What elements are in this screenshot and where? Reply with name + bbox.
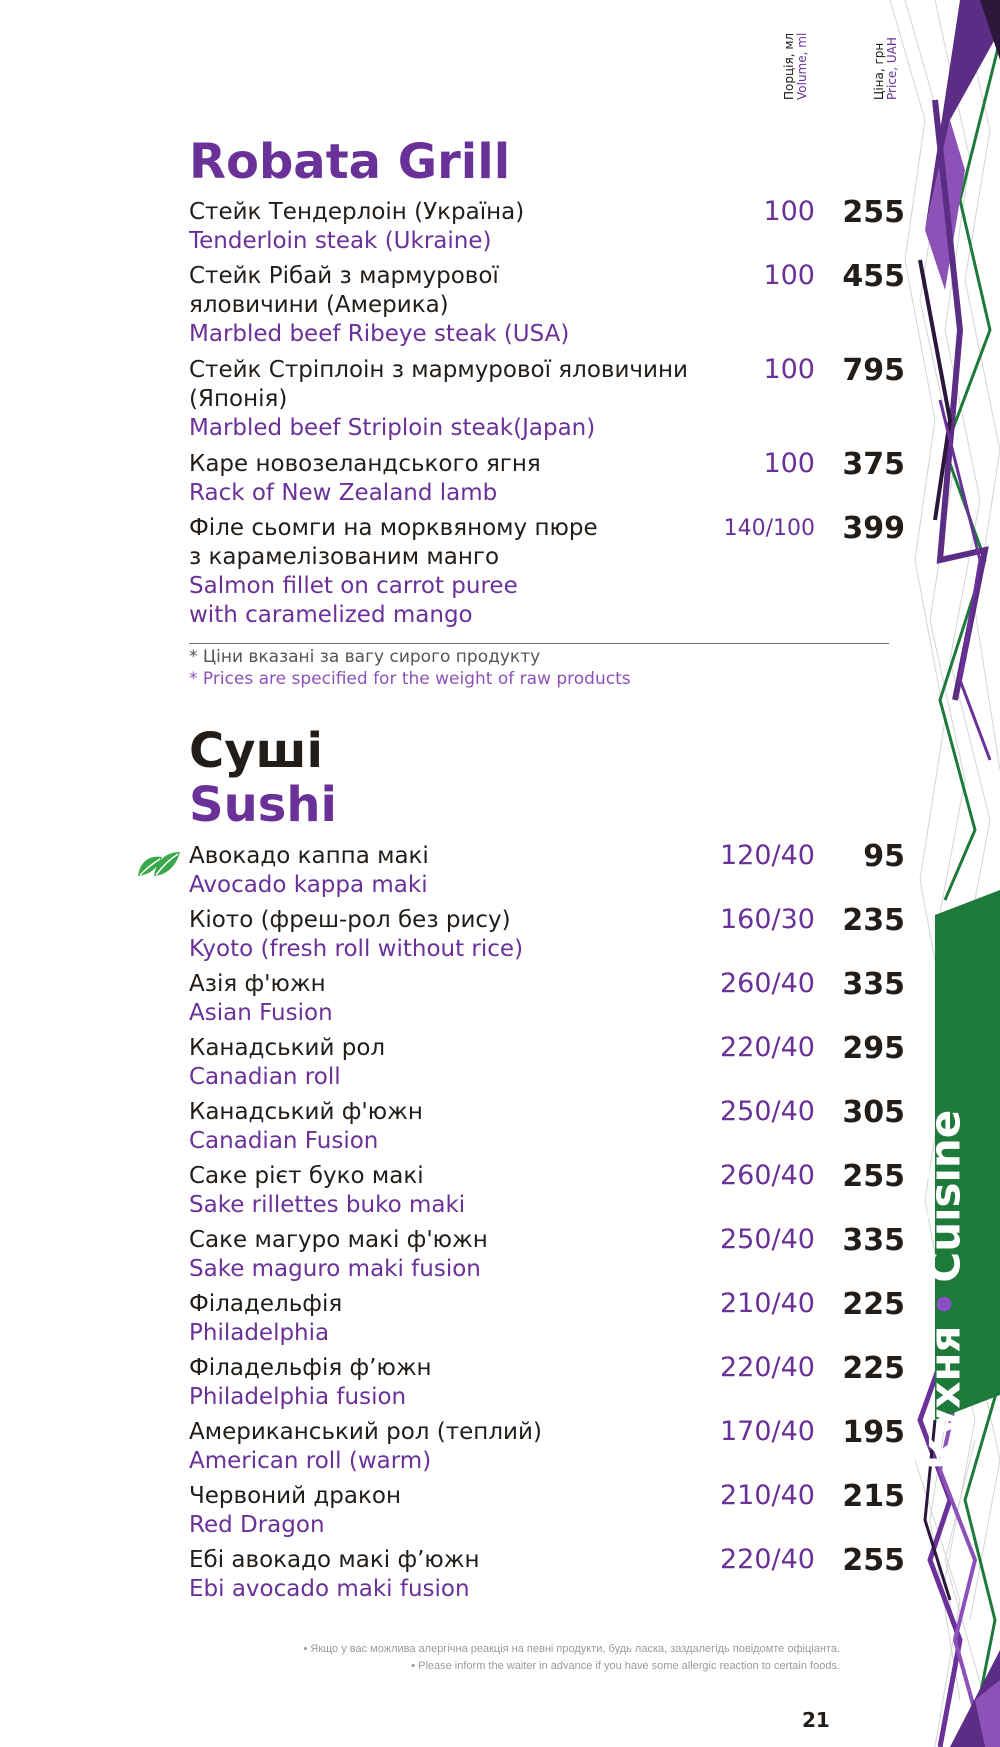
item-price: 225 xyxy=(842,1287,905,1322)
item-price: 195 xyxy=(842,1415,905,1450)
item-name-en: Philadelphia xyxy=(189,1320,330,1346)
divider xyxy=(189,643,889,644)
page-number: 21 xyxy=(802,1708,830,1732)
volume-header-uk: Порція, мл xyxy=(782,32,796,100)
item-price: 255 xyxy=(842,1543,905,1578)
item-volume: 100 xyxy=(763,448,815,479)
side-tab-label-en: Cuisine xyxy=(920,1109,970,1283)
item-name-uk: (Японія) xyxy=(189,386,288,412)
item-name-uk: Канадський рол xyxy=(189,1035,386,1061)
item-volume: 140/100 xyxy=(723,516,815,541)
item-volume: 250/40 xyxy=(720,1224,815,1255)
item-volume: 260/40 xyxy=(720,968,815,999)
dot-separator: • xyxy=(920,1290,970,1318)
item-name-uk: Філе сьомги на морквяному пюре xyxy=(189,515,598,541)
item-name-en: Red Dragon xyxy=(189,1512,325,1538)
item-name-uk: Ебі авокадо макі ф’южн xyxy=(189,1547,480,1573)
item-name-uk: Стейк Стріплоін з мармурової яловичини xyxy=(189,357,688,383)
item-volume: 100 xyxy=(763,260,815,291)
item-name-uk: Червоний дракон xyxy=(189,1483,401,1509)
item-name-uk: Саке магуро макі ф'южн xyxy=(189,1227,488,1253)
item-name-en: Kyoto (fresh roll without rice) xyxy=(189,936,524,962)
price-note-uk: * Ціни вказані за вагу сирого продукту xyxy=(189,647,541,667)
item-name-en: Avocado kappa maki xyxy=(189,872,428,898)
item-name-en: Salmon fillet on carrot puree xyxy=(189,573,518,599)
robata-grill-title: Robata Grill xyxy=(189,134,511,190)
item-name-uk: Азія ф'южн xyxy=(189,971,326,997)
item-volume: 210/40 xyxy=(720,1480,815,1511)
item-price: 455 xyxy=(842,259,905,294)
item-name-uk: Філадельфія ф’южн xyxy=(189,1355,432,1381)
item-price: 95 xyxy=(863,839,905,874)
item-name-en: Canadian roll xyxy=(189,1064,341,1090)
side-tab-label xyxy=(921,1110,970,1471)
price-header-uk: Ціна, грн xyxy=(872,42,886,100)
item-price: 225 xyxy=(842,1351,905,1386)
item-volume: 120/40 xyxy=(720,840,815,871)
item-price: 235 xyxy=(842,903,905,938)
item-name-en: Ebi avocado maki fusion xyxy=(189,1576,470,1602)
item-name-uk: Стейк Тендерлоін (Україна) xyxy=(189,199,525,225)
item-volume: 170/40 xyxy=(720,1416,815,1447)
item-name-uk: Американський рол (теплий) xyxy=(189,1419,542,1445)
item-price: 335 xyxy=(842,1223,905,1258)
item-name-uk: з карамелізованим манго xyxy=(189,544,500,570)
item-name-uk: Авокадо каппа макі xyxy=(189,843,429,869)
item-name-uk: Каре новозеландського ягня xyxy=(189,451,541,477)
item-volume: 220/40 xyxy=(720,1032,815,1063)
item-price: 795 xyxy=(842,353,905,388)
item-name-en: Tenderloin steak (Ukraine) xyxy=(189,228,492,254)
item-price: 255 xyxy=(842,1159,905,1194)
item-name-uk: Стейк Рібай з мармурової xyxy=(189,263,499,289)
item-price: 305 xyxy=(842,1095,905,1130)
item-name-en: American roll (warm) xyxy=(189,1448,432,1474)
item-volume: 220/40 xyxy=(720,1352,815,1383)
column-header-volume xyxy=(782,10,809,100)
sushi-title-uk: Суші xyxy=(189,723,323,779)
side-tab-label-uk: Кухня xyxy=(920,1325,970,1471)
item-name-en: Philadelphia fusion xyxy=(189,1384,407,1410)
price-note-en: * Prices are specified for the weight of raw products xyxy=(189,669,631,689)
item-volume: 220/40 xyxy=(720,1544,815,1575)
item-name-en: Marbled beef Striploin steak(Japan) xyxy=(189,415,596,441)
item-price: 215 xyxy=(842,1479,905,1514)
item-price: 295 xyxy=(842,1031,905,1066)
allergy-note-uk: • Якщо у вас можлива алергічна реакція на певні продукти, будь ласка, заздалегідь повідомте офіціанта. xyxy=(303,1643,840,1655)
item-price: 335 xyxy=(842,967,905,1002)
allergy-note-en: • Please inform the waiter in advance if you have some allergic reaction to certain foods. xyxy=(411,1660,840,1672)
item-volume: 160/30 xyxy=(720,904,815,935)
sushi-title-en: Sushi xyxy=(189,777,337,833)
item-volume: 100 xyxy=(763,196,815,227)
item-name-uk: Філадельфія xyxy=(189,1291,343,1317)
item-name-uk: Канадський ф'южн xyxy=(189,1099,423,1125)
item-name-en: Sake maguro maki fusion xyxy=(189,1256,481,1282)
item-volume: 250/40 xyxy=(720,1096,815,1127)
item-name-en: Sake rillettes buko maki xyxy=(189,1192,466,1218)
item-price: 375 xyxy=(842,447,905,482)
volume-header-en: Volume, ml xyxy=(795,32,809,100)
item-name-en: Rack of New Zealand lamb xyxy=(189,480,498,506)
item-name-uk: Кіото (фреш-рол без рису) xyxy=(189,907,511,933)
item-volume: 210/40 xyxy=(720,1288,815,1319)
leaf-icon xyxy=(136,849,182,879)
column-header-price xyxy=(872,10,899,100)
item-volume: 260/40 xyxy=(720,1160,815,1191)
item-name-uk: яловичини (Америка) xyxy=(189,292,449,318)
item-name-en: Asian Fusion xyxy=(189,1000,333,1026)
price-header-en: Price, UAH xyxy=(885,37,899,100)
item-name-en: Marbled beef Ribeye steak (USA) xyxy=(189,321,570,347)
item-price: 399 xyxy=(842,511,905,546)
item-name-uk: Саке рієт буко макі xyxy=(189,1163,424,1189)
item-name-en: Canadian Fusion xyxy=(189,1128,379,1154)
item-price: 255 xyxy=(842,195,905,230)
item-volume: 100 xyxy=(763,354,815,385)
item-name-en: with caramelized mango xyxy=(189,602,473,628)
